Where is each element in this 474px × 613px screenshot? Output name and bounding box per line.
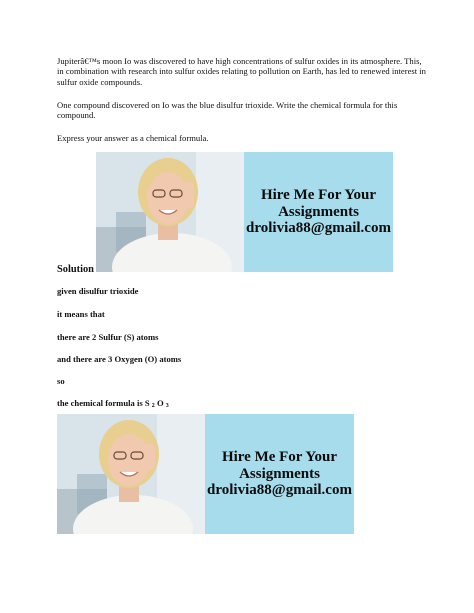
question-paragraph-1: Jupiterâ€™s moon Io was discovered to have high concentrations of sulfur oxides in its atmosphere. This, in combination with research into sulfur oxides relating to pollution on Earth, has led to renewed interest in sulfur oxide compounds. [57, 56, 426, 87]
formula-subscript-sulfur: 2 [151, 403, 155, 409]
solution-line-3: there are 2 Sulfur (S) atoms [57, 332, 159, 342]
question-paragraph-2: One compound discovered on Io was the blue disulfur trioxide. Write the chemical formula for this compound. [57, 100, 398, 121]
ad-photo [96, 152, 244, 272]
ad-email[interactable]: drolivia88@gmail.com [207, 482, 352, 499]
ad-text-panel [205, 414, 354, 534]
ad-text-panel [244, 152, 393, 272]
ad-line-2: Assignments [278, 203, 359, 220]
question-paragraph-3: Express your answer as a chemical formula. [57, 133, 209, 143]
ad-line-1: Hire Me For Your [221, 448, 338, 465]
ad-email[interactable]: drolivia88@gmail.com [246, 220, 391, 237]
solution-line-4: and there are 3 Oxygen (O) atoms [57, 354, 182, 364]
woman-photo-icon [96, 152, 244, 272]
chemical-formula-line [57, 398, 169, 409]
ad-line-1: Hire Me For Your [260, 186, 377, 203]
formula-subscript-oxygen: 3 [165, 403, 169, 409]
solution-line-2: it means that [57, 309, 105, 319]
solution-line-5: so [57, 376, 65, 386]
formula-prefix: the chemical formula is S [57, 398, 150, 408]
solution-heading: Solution [57, 264, 94, 275]
formula-oxygen: O [156, 398, 164, 408]
woman-photo-icon [57, 414, 205, 534]
hire-me-banner-bottom[interactable] [57, 414, 354, 534]
solution-line-1: given disulfur trioxide [57, 286, 139, 296]
ad-photo [57, 414, 205, 534]
ad-line-2: Assignments [239, 465, 320, 482]
hire-me-banner-top[interactable] [96, 152, 393, 272]
